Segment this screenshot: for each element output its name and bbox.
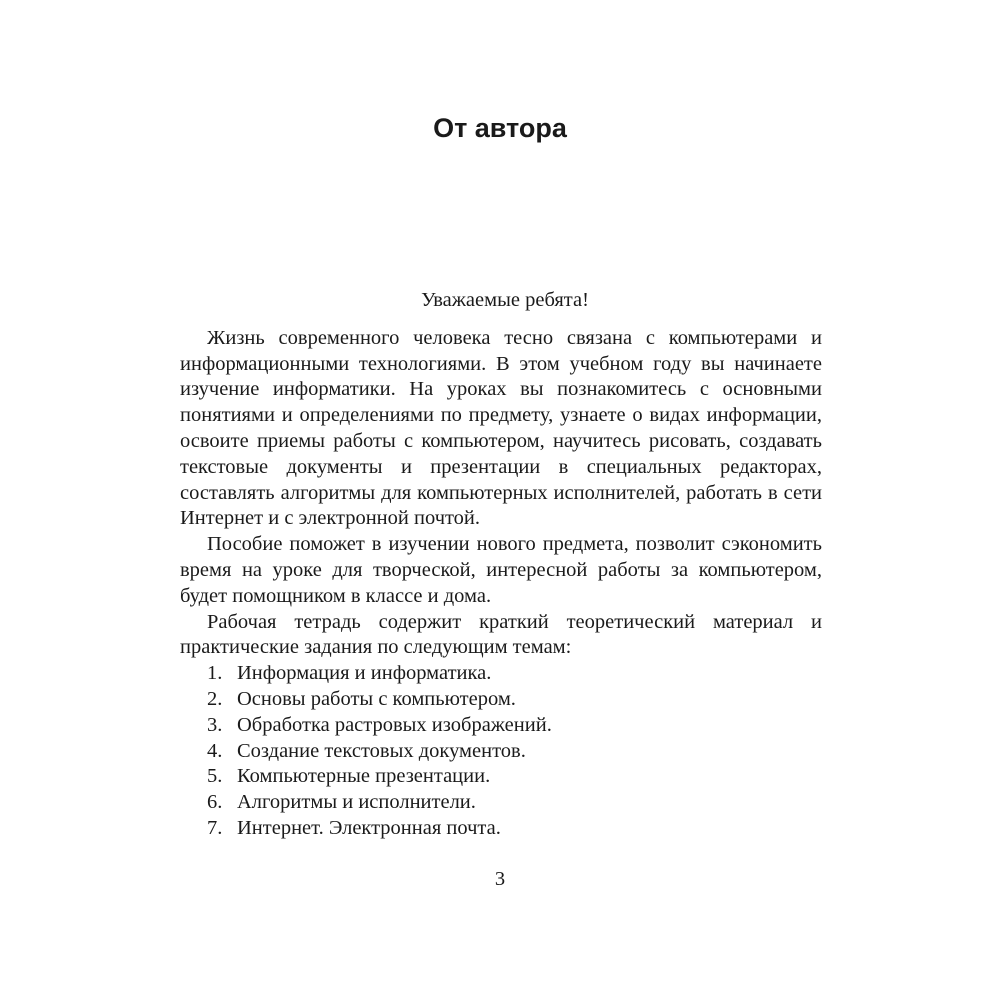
list-item-number: 3.	[207, 713, 223, 736]
list-item-text: Создание текстовых документов.	[237, 739, 526, 762]
list-item-number: 1.	[207, 662, 223, 685]
paragraph-benefits: Пособие поможет в изучении нового предмета, позволит сэкономить время на уроке для творческой, интересной работы за компьютером, будет помощником в классе и дома.	[180, 533, 822, 607]
list-item	[180, 790, 822, 816]
topic-list	[180, 661, 822, 842]
paragraph-intro: Жизнь современного человека тесно связана с компьютерами и информационными технологиями. В этом учебном году вы начинаете изучение информатики. На уроках вы познакомитесь с основными понятиями и определениями по предмету, узнаете о видах информации, освоите приемы работы с компьютером, научитесь рисовать, создавать текстовые документы и презентации в специальных редакторах, составлять алгоритмы для компьютерных исполнителей, работать в сети Интернет и с электронной почтой.	[180, 326, 822, 530]
list-item-text: Основы работы с компьютером.	[237, 687, 516, 710]
list-item-number: 4.	[207, 739, 223, 762]
list-item	[180, 713, 822, 739]
list-item-number: 7.	[207, 816, 223, 839]
list-item-text: Информация и информатика.	[237, 662, 492, 685]
list-item	[180, 687, 822, 713]
list-item-text: Компьютерные презентации.	[237, 765, 491, 788]
paragraph-topics-intro: Рабочая тетрадь содержит краткий теоретический материал и практические задания по следующим темам:	[180, 610, 822, 659]
list-item	[180, 739, 822, 765]
list-item-number: 6.	[207, 791, 223, 814]
page-title: От автора	[433, 113, 567, 143]
list-item-text: Интернет. Электронная почта.	[237, 816, 501, 839]
list-item	[180, 661, 822, 687]
page-number: 3	[494, 868, 506, 890]
list-item	[180, 764, 822, 790]
list-item-text: Алгоритмы и исполнители.	[237, 791, 476, 814]
list-item	[180, 816, 822, 842]
document-body	[180, 288, 822, 842]
list-item-text: Обработка растровых изображений.	[237, 713, 552, 736]
greeting: Уважаемые ребята!	[421, 289, 589, 311]
list-item-number: 5.	[207, 765, 223, 788]
list-item-number: 2.	[207, 687, 223, 710]
